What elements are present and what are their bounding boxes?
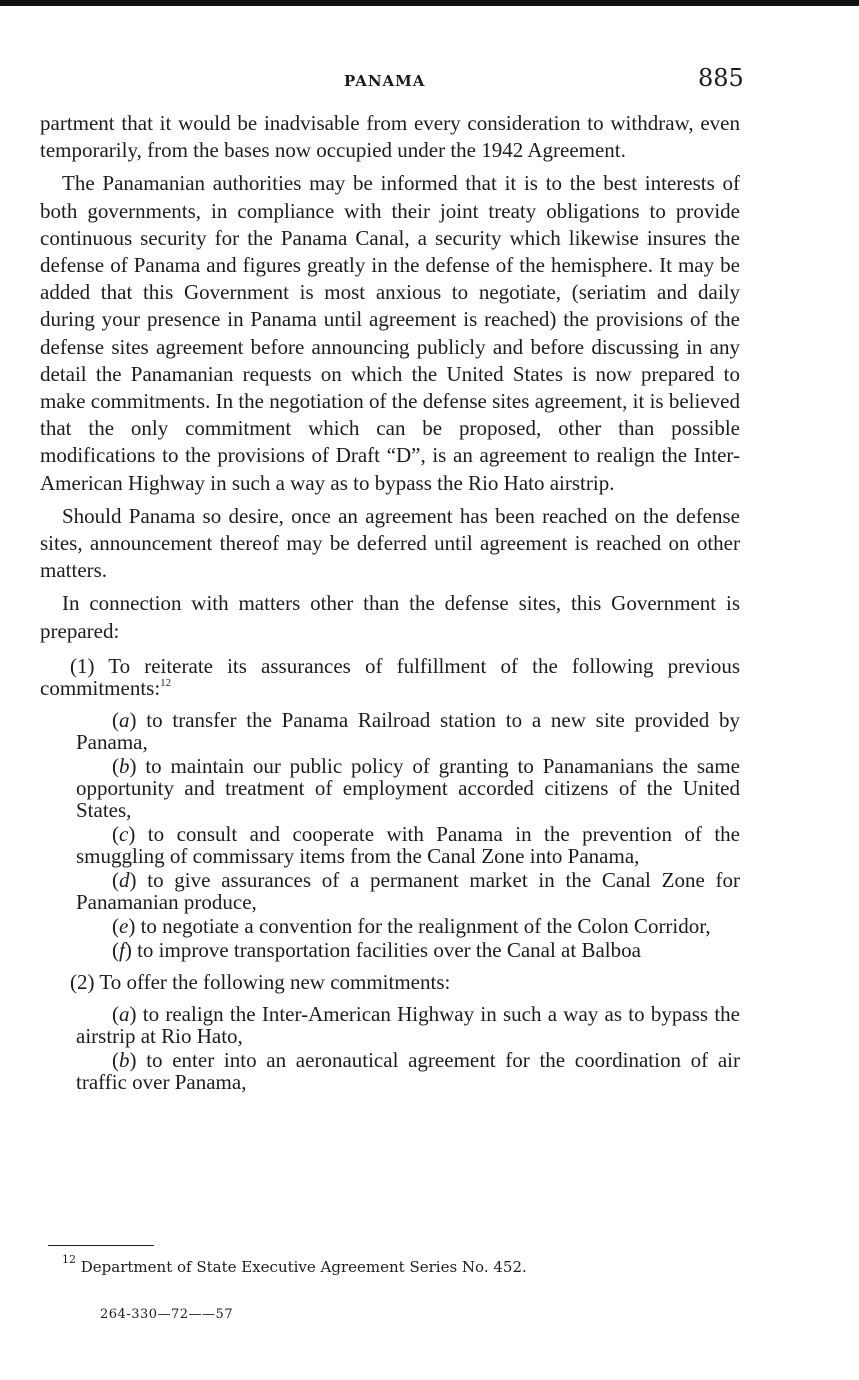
page-header [0, 64, 859, 94]
list-item: (a) to transfer the Panama Railroad station to a new site provided by Panama, [76, 707, 740, 754]
list-item: (c) to consult and cooperate with Panama in the prevention of the smuggling of commissary items from the Canal Zone into Panama, [76, 821, 740, 868]
footnote [62, 1253, 527, 1276]
footnote-number: 12 [62, 1253, 76, 1266]
section-1-heading [40, 655, 740, 699]
list-item: (d) to give assurances of a permanent market in the Canal Zone for Panamanian produce, [76, 867, 740, 914]
footnote-text: Department of State Executive Agreement Series No. 452. [80, 1258, 527, 1276]
paragraph: In connection with matters other than the defense sites, this Government is prepared: [40, 591, 740, 643]
list-item: (a) to realign the Inter-American Highway in such a way as to bypass the airstrip at Rio Hato, [76, 1001, 740, 1048]
list-item: (b) to enter into an aeronautical agreement for the coordination of air traffic over Panama, [76, 1047, 740, 1094]
section-1-list [76, 709, 740, 961]
section-2-heading: (2) To offer the following new commitments: [70, 969, 451, 994]
paragraph: The Panamanian authorities may be informed that it is to the best interests of both governments, in compliance with their joint treaty obligations to provide continuous security for the Panama Canal, a security which likewise insures the defense of Panama and figures greatly in the defense of the hemisphere. It may be added that this Government is most anxious to negotiate, (seriatim and daily during your presence in Panama until agreement is reached) the provisions of the defense sites agreement before announcing publicly and before discussing in any detail the Panamanian requests on which the United States is now prepared to make commitments. In the negotiation of the defense sites agreement, it is believed that the only commitment which can be proposed, other than possible modifications to the provisions of Draft “D”, is an agreement to realign the Inter-American Highway in such a way as to bypass the Rio Hato airstrip. [40, 171, 740, 495]
section-2-list [76, 1003, 740, 1093]
list-item: (f) to improve transportation facilities over the Canal at Balboa [112, 937, 641, 962]
paragraph-continuation: partment that it would be inadvisable from every consideration to withdraw, even temporarily, from the bases now occupied under the 1942 Agreement. [40, 111, 740, 163]
running-head: PANAMA [344, 72, 426, 90]
body-text [40, 110, 740, 1095]
list-item: (b) to maintain our public policy of granting to Panamanians the same opportunity and treatment of employment accorded citizens of the United States, [76, 753, 740, 822]
footnote-rule [48, 1245, 154, 1246]
list-item: (e) to negotiate a convention for the realignment of the Colon Corridor, [112, 913, 711, 938]
paragraph: Should Panama so desire, once an agreement has been reached on the defense sites, announcement thereof may be deferred until agreement is reached on other matters. [40, 503, 740, 583]
footnote-ref: 12 [160, 676, 172, 689]
page-number: 885 [698, 64, 744, 92]
section-1-heading-text: (1) To reiterate its assurances of fulfillment of the following previous commitments: [40, 653, 740, 700]
print-code: 264-330—72——57 [100, 1307, 234, 1322]
page-top-border [0, 0, 859, 6]
